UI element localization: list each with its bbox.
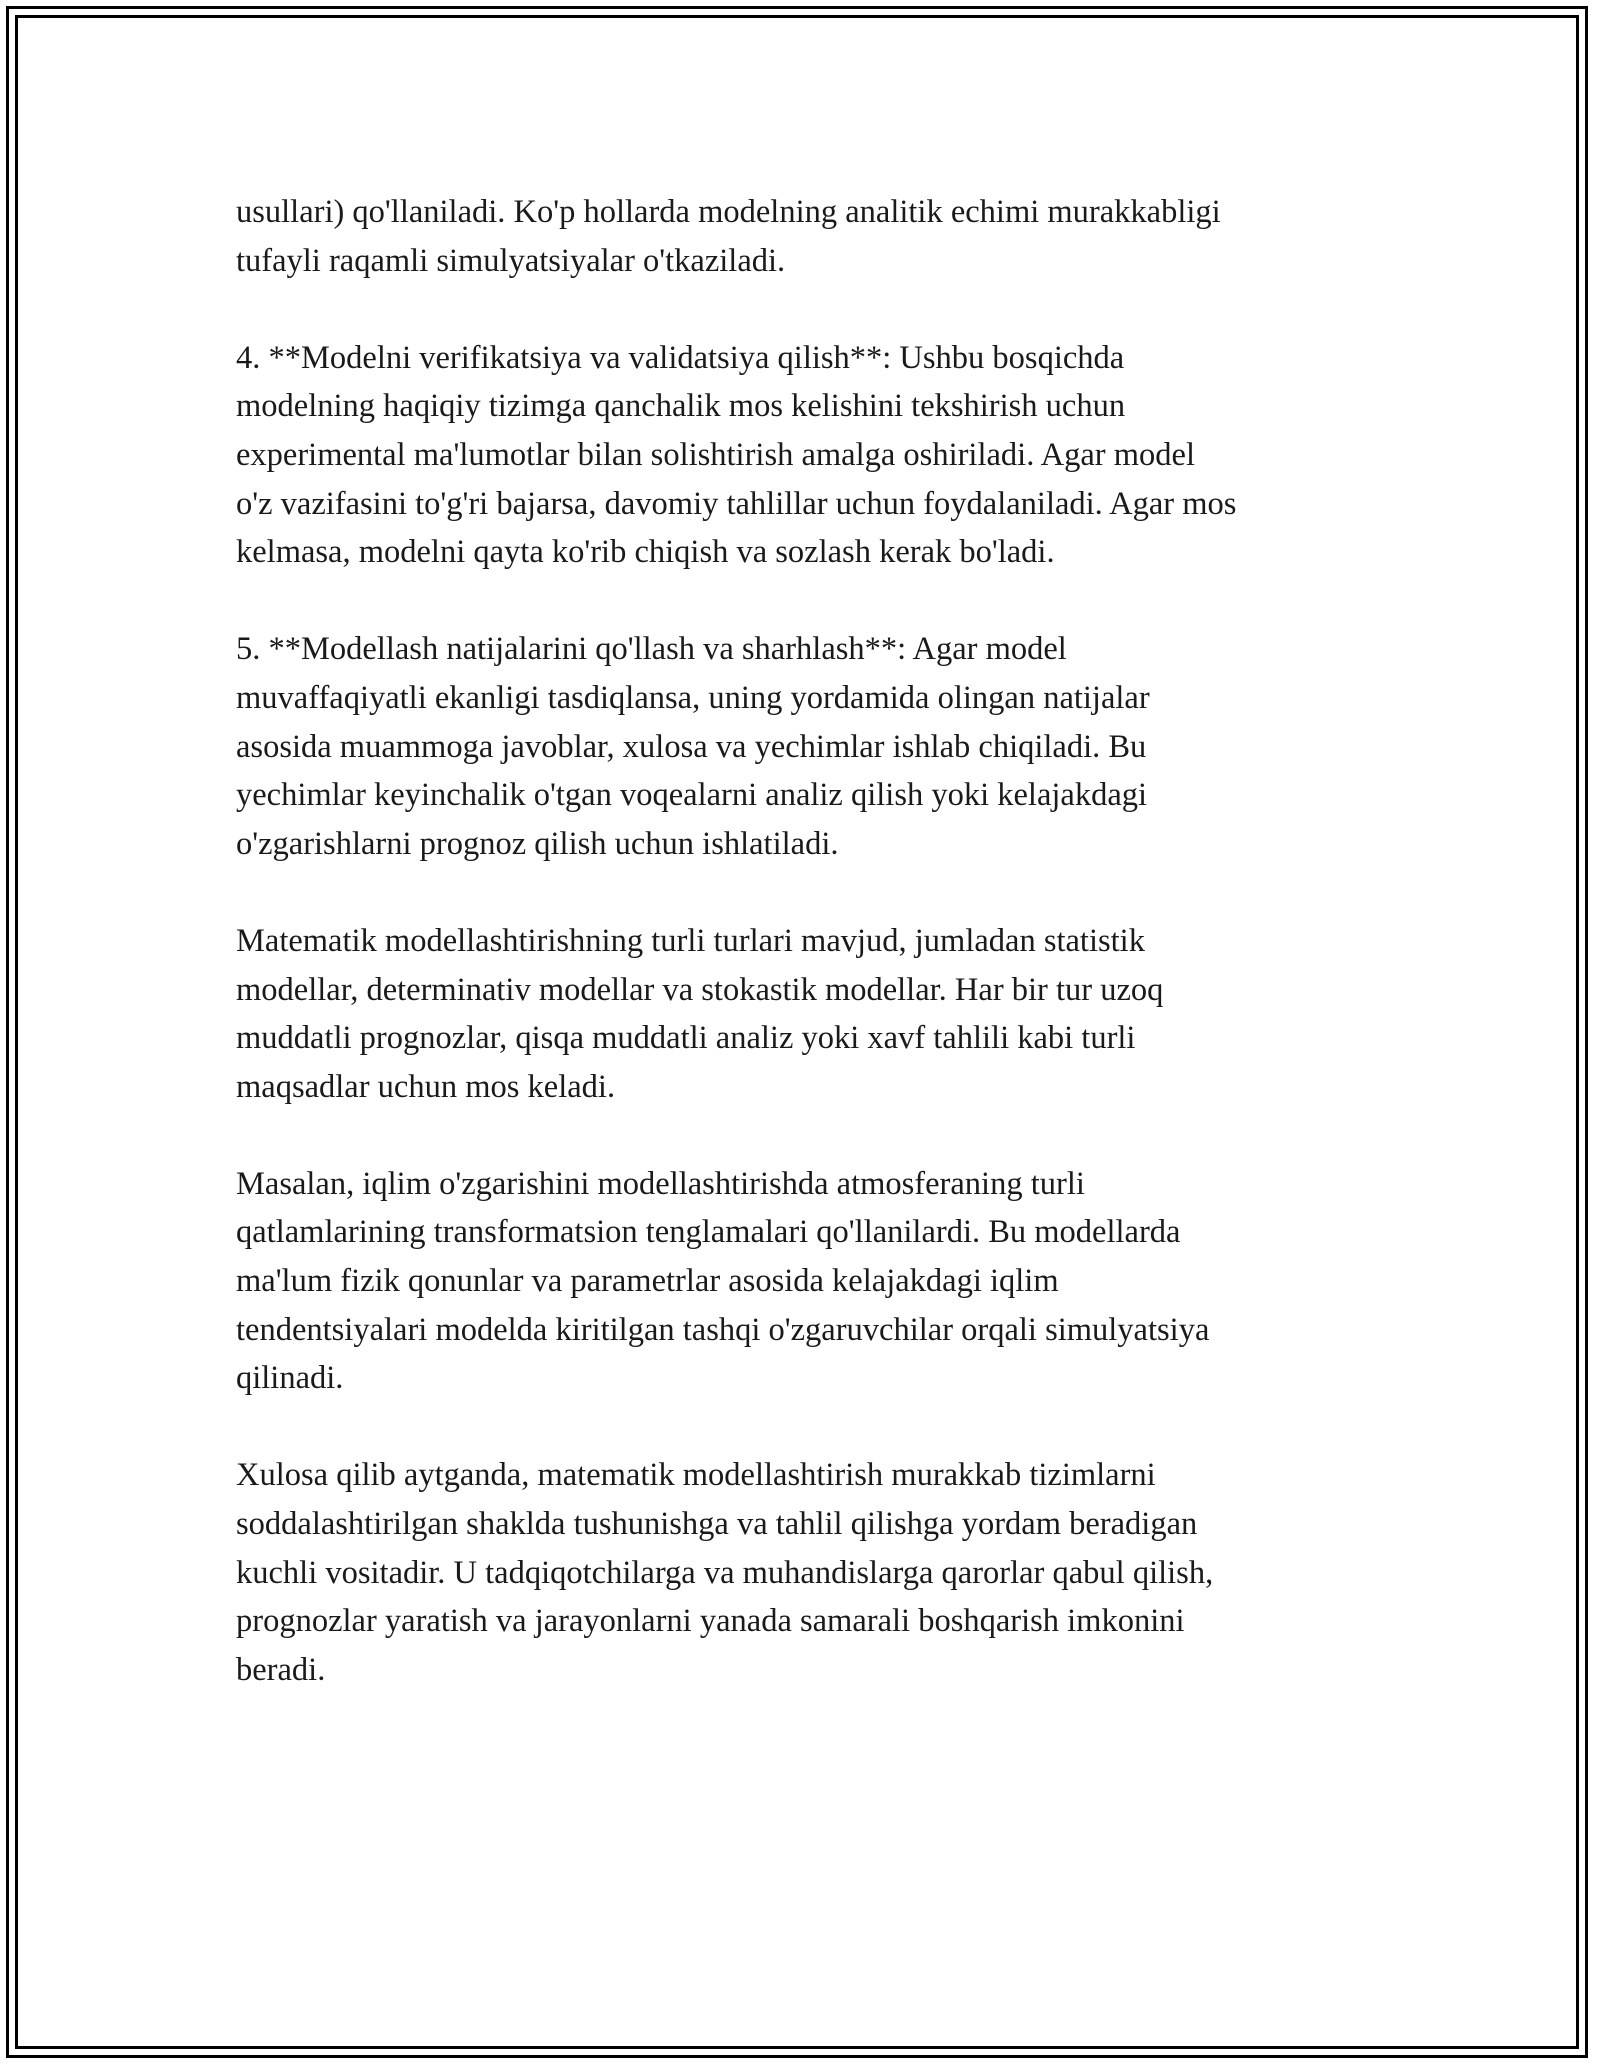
text-line: tendentsiyalari modelda kiritilgan tashqi o'zgaruvchilar orqali simulyatsiya <box>236 1311 1210 1348</box>
text-line: usullari) qo'llaniladi. Ko'p hollarda modelning analitik echimi murakkabligi <box>236 194 1221 230</box>
text-line: maqsadlar uchun mos keladi. <box>236 1068 616 1105</box>
text-line: kuchli vositadir. U tadqiqotchilarga va muhandislarga qarorlar qabul qilish, <box>236 1554 1214 1591</box>
text-line: yechimlar keyinchalik o'tgan voqealarni analiz qilish yoki kelajakdagi <box>236 777 1148 814</box>
text-line: qatlamlarining transformatsion tenglamalari qo'llanilardi. Bu modellarda <box>236 1214 1181 1251</box>
text-line: o'zgarishlarni prognoz qilish uchun ishlatiladi. <box>236 825 839 862</box>
text-line: ma'lum fizik qonunlar va parametrlar asosida kelajakdagi iqlim <box>236 1263 1059 1300</box>
paragraph-step-4-verification <box>236 334 1376 577</box>
text-line: asosida muammoga javoblar, xulosa va yechimlar ishlab chiqiladi. Bu <box>236 728 1147 765</box>
text-line: 5. **Modellash natijalarini qo'llash va sharhlash**: Agar model <box>236 631 1067 668</box>
paragraph-methods-continued <box>236 188 1376 285</box>
text-line: beradi. <box>236 1651 326 1688</box>
text-line: modelning haqiqiy tizimga qanchalik mos kelishini tekshirish uchun <box>236 388 1126 425</box>
text-line: prognozlar yaratish va jarayonlarni yanada samarali boshqarish imkonini <box>236 1603 1185 1640</box>
text-line: Xulosa qilib aytganda, matematik modellashtirish murakkab tizimlarni <box>236 1457 1156 1494</box>
text-line: experimental ma'lumotlar bilan solishtirish amalga oshiriladi. Agar model <box>236 436 1195 473</box>
document-body <box>236 188 1376 1743</box>
text-line: Masalan, iqlim o'zgarishini modellashtirishda atmosferaning turli <box>236 1165 1085 1202</box>
text-line: 4. **Modelni verifikatsiya va validatsiya qilish**: Ushbu bosqichda <box>236 339 1125 376</box>
text-line: muddatli prognozlar, qisqa muddatli analiz yoki xavf tahlili kabi turli <box>236 1020 1136 1057</box>
paragraph-model-types <box>236 917 1376 1111</box>
text-line: Matematik modellashtirishning turli turlari mavjud, jumladan statistik <box>236 922 1145 959</box>
text-line: muvaffaqiyatli ekanligi tasdiqlansa, uning yordamida olingan natijalar <box>236 679 1150 716</box>
text-line: tufayli raqamli simulyatsiyalar o'tkaziladi. <box>236 242 786 279</box>
text-line: modellar, determinativ modellar va stokastik modellar. Har bir tur uzoq <box>236 971 1164 1008</box>
paragraph-climate-example <box>236 1160 1376 1403</box>
text-line: o'z vazifasini to'g'ri bajarsa, davomiy tahlillar uchun foydalaniladi. Agar mos <box>236 485 1237 522</box>
paragraph-step-5-application <box>236 625 1376 868</box>
text-line: qilinadi. <box>236 1360 344 1397</box>
text-line: kelmasa, modelni qayta ko'rib chiqish va sozlash kerak bo'ladi. <box>236 534 1055 571</box>
text-line: soddalashtirilgan shaklda tushunishga va tahlil qilishga yordam beradigan <box>236 1506 1198 1543</box>
paragraph-conclusion <box>236 1451 1376 1694</box>
